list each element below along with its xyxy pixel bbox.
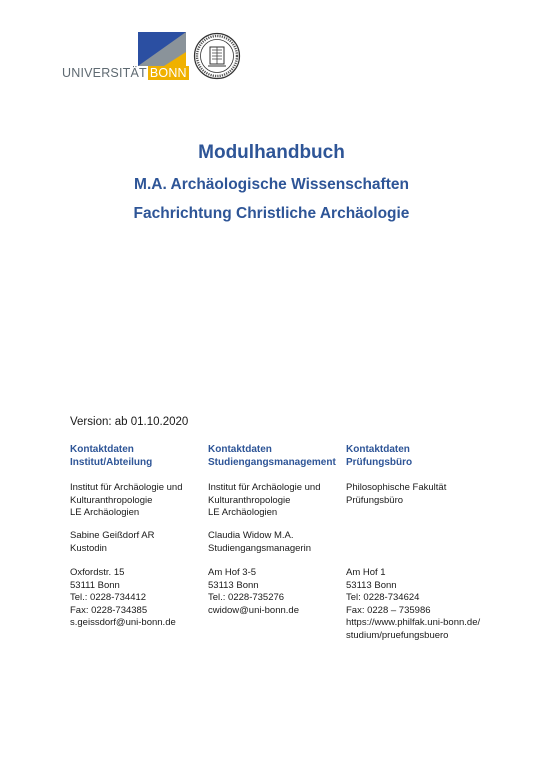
address-line: Oxfordstr. 15	[70, 567, 125, 578]
logo-wordmark-right: BONN	[149, 66, 187, 80]
institution-line: Institut für Archäologie und	[70, 482, 183, 493]
specialization-title: Fachrichtung Christliche Archäologie	[133, 205, 410, 222]
heading-line: Prüfungsbüro	[346, 457, 413, 468]
address-line: 53111 Bonn	[70, 579, 120, 591]
institution-line: Kulturanthropologie	[208, 494, 291, 506]
contact-heading	[70, 443, 152, 469]
document-title: Modulhandbuch	[198, 142, 345, 163]
institution-line: LE Archäologien	[70, 507, 140, 518]
heading-line: Institut/Abteilung	[70, 457, 153, 468]
heading-line: Studiengangsmanagement	[208, 457, 336, 468]
institution-line: Philosophische Fakultät	[346, 482, 447, 493]
university-logo	[62, 32, 192, 80]
institution-line: Prüfungsbüro	[346, 494, 404, 506]
logo-wordmark-left: UNIVERSITÄT	[62, 66, 147, 80]
address-line: Am Hof 1	[346, 567, 386, 578]
address-line: cwidow@uni-bonn.de	[208, 604, 299, 616]
version-text: Version: ab 01.10.2020	[70, 416, 189, 428]
person-line: Sabine Geißdorf AR	[70, 530, 155, 541]
program-title: M.A. Archäologische Wissenschaften	[134, 176, 409, 193]
person-line: Claudia Widow M.A.	[208, 530, 294, 541]
address-line: Tel.: 0228-735276	[208, 592, 285, 603]
contact-institution	[70, 482, 183, 520]
heading-line: Kontaktdaten	[70, 444, 134, 455]
person-line: Kustodin	[70, 542, 107, 554]
logo-wordmark	[62, 66, 189, 80]
contact-person	[70, 530, 155, 555]
contact-address	[70, 567, 176, 630]
address-line: 53113 Bonn	[208, 579, 259, 591]
address-line: Fax: 0228-734385	[70, 604, 148, 616]
contact-person	[208, 530, 311, 555]
heading-line: Kontaktdaten	[208, 444, 272, 455]
person-line: Studiengangsmanagerin	[208, 542, 311, 554]
contact-address	[208, 567, 299, 617]
university-seal-icon	[193, 32, 241, 80]
address-line: Tel: 0228-734624	[346, 592, 420, 603]
institution-line: Kulturanthropologie	[70, 494, 153, 506]
address-line: Fax: 0228 – 735986	[346, 604, 431, 616]
address-line: 53113 Bonn	[346, 579, 397, 591]
contact-address	[346, 567, 480, 642]
contact-heading	[208, 443, 336, 469]
logo-graphic-icon	[138, 32, 186, 66]
institution-line: Institut für Archäologie und	[208, 482, 321, 493]
heading-line: Kontaktdaten	[346, 444, 410, 455]
address-line: Am Hof 3-5	[208, 567, 257, 578]
website-link[interactable]: https://www.philfak.uni-bonn.de/	[346, 617, 481, 628]
contact-heading	[346, 443, 412, 469]
contact-institution	[208, 482, 321, 520]
address-line: s.geissdorf@uni-bonn.de	[70, 617, 176, 628]
contact-institution	[346, 482, 446, 507]
website-link[interactable]: studium/pruefungsbuero	[346, 629, 449, 641]
institution-line: LE Archäologien	[208, 507, 278, 518]
address-line: Tel.: 0228-734412	[70, 592, 147, 603]
